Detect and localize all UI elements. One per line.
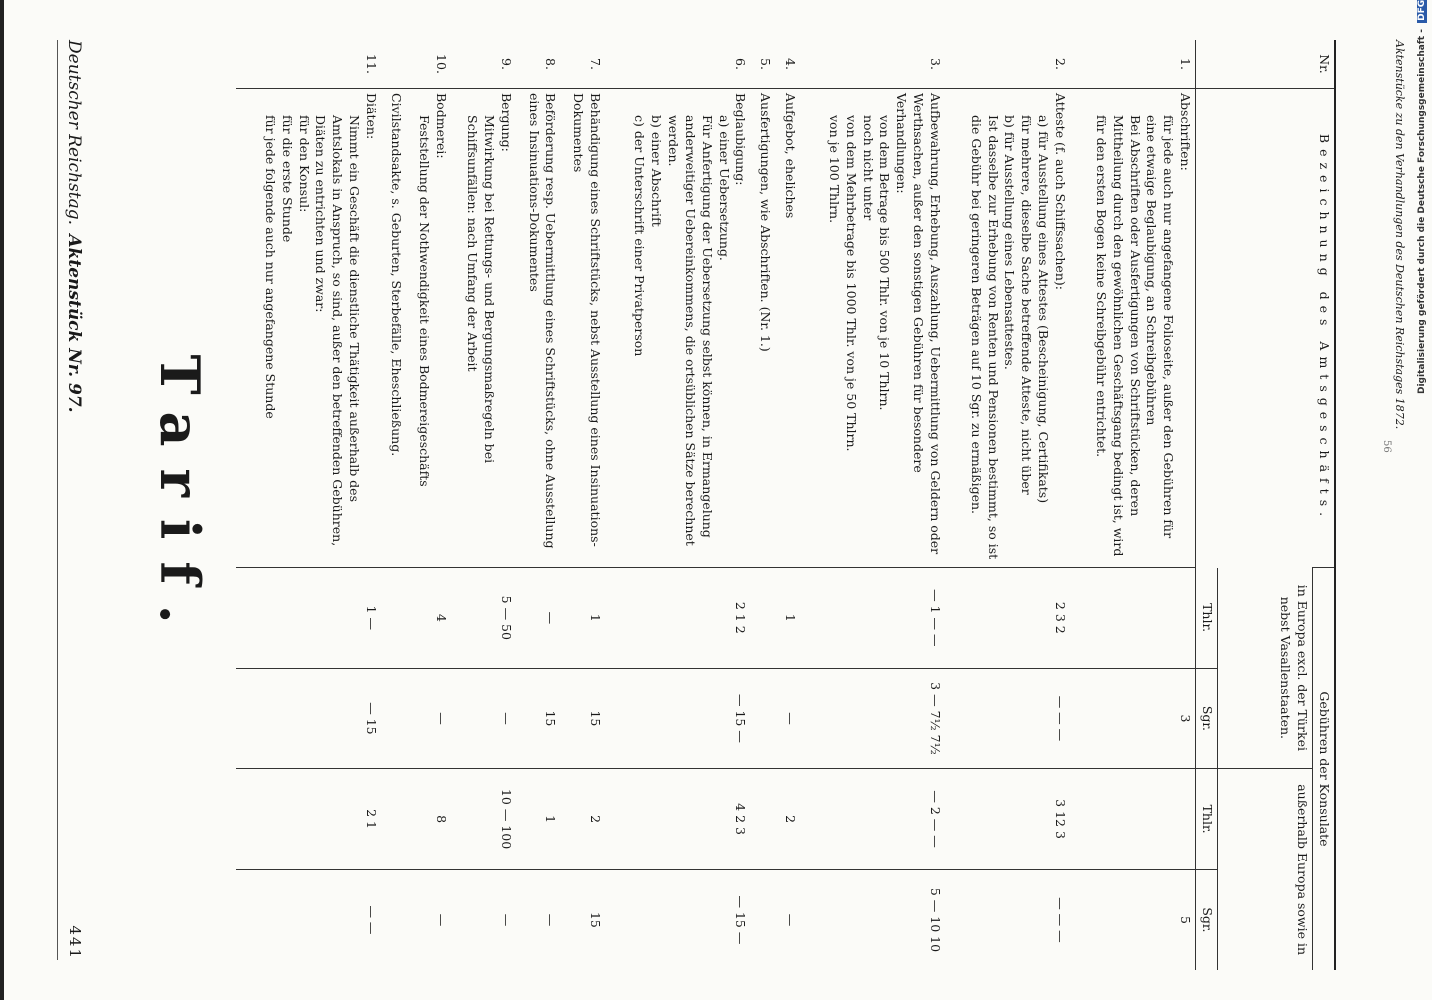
fee-europe-thlr: 1 — xyxy=(236,568,381,669)
row-title: Beglaubigung: xyxy=(733,93,749,186)
row-description xyxy=(516,89,561,568)
fee-europe-thlr: — xyxy=(516,568,561,669)
fee-europe-thlr: 2 3 2 xyxy=(945,568,1070,669)
row-title: Aufgebot, eheliches xyxy=(783,93,799,219)
row-subentry: a) einer Uebersetzung. xyxy=(716,115,732,261)
row-number: 8. xyxy=(543,58,559,70)
row-description xyxy=(406,89,451,568)
row-subentry: Mitwirkung bei Rettungs- und Bergungsmaßregeln bei Schiffsunfällen: nach Umfang der Arbeit xyxy=(464,115,497,464)
row-subentry: für den Konsul: xyxy=(296,115,312,213)
fee-europe-sgr: — — — xyxy=(945,668,1070,769)
fee-outside-sgr: 5 — 10 10 xyxy=(800,869,945,970)
row-subentry: von dem Betrage bis 500 Thlr. von je 10 Thlrn. xyxy=(877,115,893,411)
fee-europe-sgr xyxy=(381,668,406,769)
table-row xyxy=(1070,40,1196,970)
row-subentry: für mehrere, dieselbe Sache betreffende Atteste, nicht über xyxy=(1019,115,1035,495)
unit-sgr-europe: Sgr. xyxy=(1196,668,1218,769)
fee-outside-thlr: 2 xyxy=(561,769,606,870)
row-subentry: für die erste Stunde xyxy=(279,115,295,243)
table-row xyxy=(236,40,381,970)
table-row xyxy=(561,40,606,970)
fee-outside-sgr xyxy=(750,869,775,970)
row-number: 5. xyxy=(758,58,774,70)
fee-outside-thlr xyxy=(750,769,775,870)
row-description xyxy=(750,89,775,568)
fee-outside-thlr xyxy=(1070,769,1196,870)
row-subentry: c) der Unterschrift einer Privatperson xyxy=(632,115,648,357)
fee-europe-thlr: 1 xyxy=(561,568,606,669)
fee-outside-thlr: 8 xyxy=(406,769,451,870)
table-row xyxy=(775,40,800,970)
row-subentry: Nimmt ein Geschäft die dienstliche Thätigkeit außerhalb des Amtslokals in Anspruch, so sind, außer den betreffenden Gebühren, Diäten zu entrichten und zwar: xyxy=(313,115,363,547)
tariff-table xyxy=(236,40,1336,970)
row-subentry: Feststellung der Nothwendigkeit eines Bodmereigeschäfts xyxy=(416,115,432,487)
row-title: Beförderung resp. Uebermittlung eines Schriftstücks, ohne Ausstellung eines Insinuations-Dokumentes xyxy=(526,93,559,549)
fee-outside-sgr: — — — xyxy=(945,869,1070,970)
row-description xyxy=(605,89,750,568)
row-description xyxy=(561,89,606,568)
fee-europe-sgr: — xyxy=(451,668,516,769)
fee-outside-sgr xyxy=(381,869,406,970)
row-title: Civilstandsakte, s. Geburten, Sterbefälle, Eheschließung. xyxy=(388,93,404,457)
row-description xyxy=(451,89,516,568)
row-title: Behändigung eines Schriftstücks, nebst Ausstellung eines Insinuations-Dokumentes xyxy=(571,93,604,547)
row-title: Ausfertigungen, wie Abschriften. (Nr. 1.) xyxy=(758,93,774,352)
col-fees-header: Gebühren der Konsulate xyxy=(1313,568,1335,971)
fee-outside-sgr: — xyxy=(406,869,451,970)
table-row xyxy=(800,40,945,970)
table-row xyxy=(381,40,406,970)
row-number: 7. xyxy=(588,58,604,70)
unit-sgr-outside: Sgr. xyxy=(1196,869,1218,970)
fee-europe-sgr: 3 xyxy=(1070,668,1196,769)
header-rule xyxy=(57,40,58,960)
row-subentry: Für Anfertigung der Uebersetzung selbst können, in Ermangelung anderweitiger Uebereinkommens, die ortsüblichen Sätze berechnet werden. xyxy=(665,115,715,546)
table-body xyxy=(236,40,1196,970)
fee-europe-sgr: — xyxy=(775,668,800,769)
row-description xyxy=(1070,89,1196,568)
row-description xyxy=(775,89,800,568)
fee-outside-thlr: — 2 — — xyxy=(800,769,945,870)
row-number: 9. xyxy=(498,58,514,70)
fee-outside-thlr: 10 — 100 xyxy=(451,769,516,870)
row-number: 4. xyxy=(783,58,799,70)
running-header xyxy=(52,40,92,960)
fee-europe-sgr xyxy=(750,668,775,769)
signature-mark: 56 xyxy=(1381,440,1392,453)
fee-outside-thlr: 2 1 xyxy=(236,769,381,870)
table-row xyxy=(605,40,750,970)
row-description xyxy=(945,89,1070,568)
fee-europe-thlr: 2 1 2 xyxy=(605,568,750,669)
dfg-credit xyxy=(1417,0,1431,394)
col-outside-header: außerhalb Europa sowie in xyxy=(1218,769,1313,970)
row-title: Atteste (f. auch Schiffssachen): xyxy=(1053,93,1069,290)
table-row xyxy=(945,40,1070,970)
fee-europe-thlr xyxy=(1070,568,1196,669)
unit-thlr-europe: Thlr. xyxy=(1196,568,1218,669)
col-desc-header: Bezeichnung des Amtsgeschäfts. xyxy=(1196,89,1335,568)
dfg-credit-text: Digitalisierung gefördert durch die Deutsche Forschungsgemeinschaft - xyxy=(1417,29,1427,394)
fee-europe-thlr xyxy=(750,568,775,669)
row-subentry: b) einer Abschrift xyxy=(649,115,665,227)
fee-outside-thlr: 1 xyxy=(516,769,561,870)
fee-europe-thlr xyxy=(381,568,406,669)
fee-europe-thlr: 4 xyxy=(406,568,451,669)
fee-europe-thlr: 1 xyxy=(775,568,800,669)
row-title: Aufbewahrung, Erhebung, Auszahlung, Uebermittlung von Geldern oder Werthsachen, außer den sonstigen Gebühren für besondere Verhandlungen: xyxy=(894,93,944,555)
header-left: Deutscher Reichstag. xyxy=(64,40,84,225)
footnote: Aktenstücke zu den Verhandlungen des Deutschen Reichstages 1872. xyxy=(1393,40,1406,430)
row-number xyxy=(381,40,406,89)
row-title: Abschriften: xyxy=(1178,93,1194,171)
fee-europe-sgr: — xyxy=(406,668,451,769)
row-number: 6. xyxy=(733,58,749,70)
row-subentry: b) für Ausstellung eines Lebensattestes. xyxy=(1002,115,1018,370)
fee-europe-sgr: 15 xyxy=(516,668,561,769)
page-number: 441 xyxy=(66,925,84,960)
col-nr-header: Nr. xyxy=(1196,40,1335,89)
row-title: Diäten: xyxy=(364,93,380,140)
row-title: Bodmerei: xyxy=(433,93,449,159)
row-subentry: für jede auch nur angefangene Folioseite, außer den Gebühren für eine etwaige Beglaubigung, an Schreibgebühren xyxy=(1144,115,1177,539)
row-number: 1. xyxy=(1178,58,1194,70)
row-subentry: Bei Abschriften oder Ausfertigungen von Schriftstücken, deren Mittheilung durch den gewöhnlichen Geschäftsgang bedingt ist, wird für den ersten Bogen keine Schreibgebühr entrichtet. xyxy=(1093,115,1143,557)
fee-outside-sgr: — xyxy=(516,869,561,970)
fee-europe-sgr: 15 xyxy=(561,668,606,769)
fee-outside-sgr: — 15 — xyxy=(605,869,750,970)
fee-outside-thlr: 4 2 3 xyxy=(605,769,750,870)
unit-thlr-outside: Thlr. xyxy=(1196,769,1218,870)
table-row xyxy=(516,40,561,970)
row-description xyxy=(236,89,381,568)
row-description xyxy=(800,89,945,568)
row-description xyxy=(381,89,406,568)
fee-europe-sgr: — 15 xyxy=(236,668,381,769)
fee-europe-thlr: 5 — 50 xyxy=(451,568,516,669)
row-number: 11. xyxy=(364,54,380,74)
row-subentry: von je 100 Thlrn. xyxy=(826,115,842,224)
row-subentry: noch nicht unter xyxy=(860,115,876,221)
fee-outside-sgr: — xyxy=(775,869,800,970)
row-number: 10. xyxy=(433,54,449,74)
row-title: Bergung: xyxy=(498,93,514,152)
fee-outside-thlr: 3 12 3 xyxy=(945,769,1070,870)
table-row xyxy=(406,40,451,970)
row-subentry: a) für Ausstellung eines Attestes (Bescheinigung, Certifikats) xyxy=(1036,115,1052,504)
fee-europe-thlr: — 1 — — xyxy=(800,568,945,669)
fee-outside-sgr: 15 xyxy=(561,869,606,970)
fee-outside-thlr xyxy=(381,769,406,870)
row-subentry: Ist dasselbe zur Erhebung von Renten und Pensionen bestimmt, so ist die Gebühr bei geringeren Beträgen auf 10 Sgr. zu ermäßigen. xyxy=(968,115,1001,560)
fee-outside-sgr: — — xyxy=(236,869,381,970)
fee-outside-sgr: 5 xyxy=(1070,869,1196,970)
fee-outside-sgr: — xyxy=(451,869,516,970)
col-europe-header: in Europa excl. der Türkei nebst Vasallenstaaten. xyxy=(1218,568,1313,769)
row-number: 2. xyxy=(1053,58,1069,70)
fee-europe-sgr: — 15 — xyxy=(605,668,750,769)
row-number: 3. xyxy=(928,58,944,70)
table-row xyxy=(750,40,775,970)
page-title: Tarif. xyxy=(148,354,212,646)
table-row xyxy=(451,40,516,970)
row-subentry: von dem Mehrbetrage bis 1000 Thlr. von je 50 Thlrn. xyxy=(843,115,859,452)
fee-outside-thlr: 2 xyxy=(775,769,800,870)
header-aktenstueck: Aktenstück Nr. 97. xyxy=(64,234,84,413)
row-subentry: für jede folgende auch nur angefangene Stunde xyxy=(262,115,278,419)
fee-europe-sgr: 3 — 7½ 7½ xyxy=(800,668,945,769)
dfg-logo: DFG xyxy=(1417,0,1427,23)
